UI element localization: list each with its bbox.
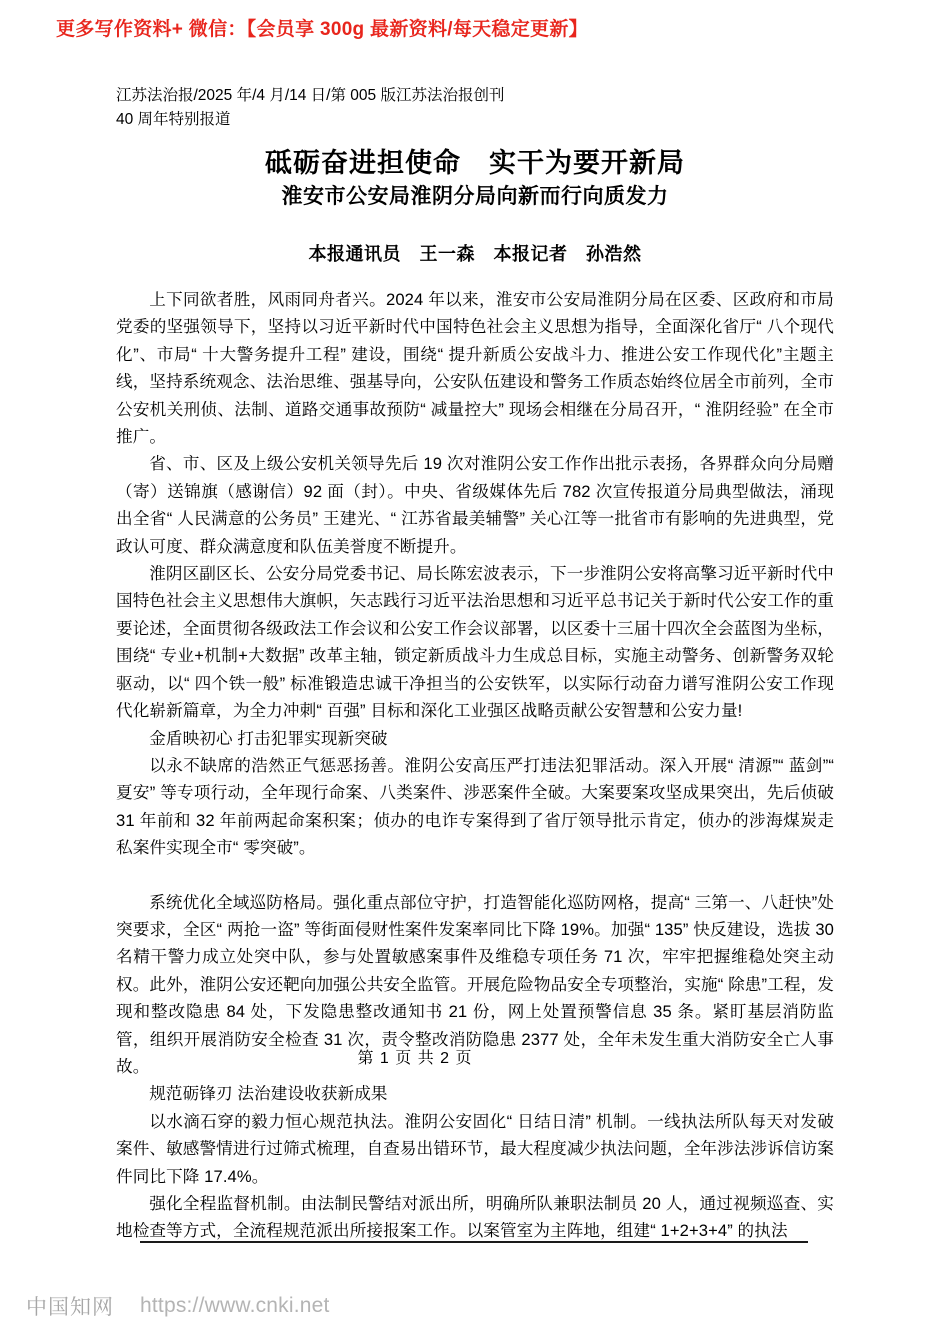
cnki-site-name: 中国知网 [26,1296,114,1319]
cnki-watermark [26,1291,330,1321]
page-subtitle: 淮安市公安局淮阴分局向新而行向质发力 [281,185,669,208]
footer-divider [140,1241,808,1243]
paragraph: 省、市、区及上级公安机关领导先后 19 次对淮阴公安工作作出批示表扬，各界群众向分局赠（寄）送锦旗（感谢信）92 面（封）。中央、省级媒体先后 782 次宣传报道分局典型做法，涌现出全省“ 人民满意的公务员” 王建光、“ 江苏省最美辅警” 关心江等一批省市有影响的先进典型，党政认可度、群众满意度和队伍美誉度不断提升。 [116,454,834,556]
byline: 本报通讯员 王一森 本报记者 孙浩然 [308,244,642,264]
promo-banner: 更多写作资料+ 微信：【会员享 300g 最新资料/每天稳定更新】 [56,19,588,40]
source-citation: 江苏法治报/2025 年/4 月/14 日/第 005 版江苏法治报创刊 40 周年特别报道 [116,87,505,128]
page-number: 第 1 页 共 2 页 [357,1050,473,1067]
article-body [116,286,834,1245]
paragraph: 以水滴石穿的毅力恒心规范执法。淮阴公安固化“ 日结日清” 机制。一线执法所队每天对发破案件、敏感警情进行过筛式梳理，自查易出错环节，最大程度减少执法问题，全年涉法涉诉信访案件同比下降 17.4%。 [116,1111,834,1186]
paragraph: 淮阴区副区长、公安分局党委书记、局长陈宏波表示，下一步淮阴公安将高擎习近平新时代中国特色社会主义思想伟大旗帜，矢志践行习近平法治思想和习近平总书记关于新时代公安工作的重要论述，全面贯彻各级政法工作会议和公安工作会议部署，以区委十三届十四次全会蓝图为坐标，围绕“ 专业+机制+大数据” 改革主轴，锁定新质战斗力生成总目标，实施主动警务、创新警务双轮驱动，以“ 四个铁一般” 标准锻造忠诚干净担当的公安铁军，以实际行动奋力谱写淮阴公安工作现代化崭新篇章，为全力冲刺“ 百强” 目标和深化工业强区战略贡献公安智慧和公安力量! [116,564,834,721]
section-heading: 规范砺锋刃 法治建设收获新成果 [149,1084,388,1104]
paragraph: 强化全程监督机制。由法制民警结对派出所，明确所队兼职法制员 20 人，通过视频巡查、实地检查等方式，全流程规范派出所接报案工作。以案管室为主阵地，组建“ 1+2+3+4” 的执法 [116,1194,834,1241]
paragraph: 以永不缺席的浩然正气惩恶扬善。淮阴公安高压严打违法犯罪活动。深入开展“ 清源”“ 蓝剑”“ 夏安” 等专项行动，全年现行命案、八类案件、涉恶案件全破。大案要案攻坚成果突出，先后侦破 31 年前和 32 年前两起命案积案；侦办的电诈专案得到了省厅领导批示肯定，侦办的涉海煤炭走私案件实现全市“ 零突破”。 [116,755,834,858]
paragraph: 系统优化全域巡防格局。强化重点部位守护，打造智能化巡防网格，提高“ 三第一、八赶快”处突要求，全区“ 两抢一盗” 等街面侵财性案件发案率同比下降 19%。加强“ 135” 快反建设，选拔 30 名精干警力成立处突中队，参与处置敏感案事件及维稳专项任务 71 次，牢牢把握维稳处突主动权。此外，淮阴公安还靶向加强公共安全监管。开展危险物品安全专项整治，实施“ 除患”工程，发现和整改隐患 84 处，下发隐患整改通知书 21 份，网上处置预警信息 35 条。紧盯基层消防监管，组织开展消防安全检查 31 次，责令整改消防隐患 2377 处，全年未发生重大消防安全亡人事故。 [116,892,834,1076]
section-heading: 金盾映初心 打击犯罪实现新突破 [149,728,388,748]
cnki-url[interactable]: https://www.cnki.net [140,1294,330,1317]
paragraph: 上下同欲者胜，风雨同舟者兴。2024 年以来，淮安市公安局淮阴分局在区委、区政府和市局党委的坚强领导下，坚持以习近平新时代中国特色社会主义思想为指导，全面深化省厅“ 八个现代化”、市局“ 十大警务提升工程” 建设，围绕“ 提升新质公安战斗力、推进公安工作现代化”主题主线，坚持系统观念、法治思维、强基导向，公安队伍建设和警务工作质态始终位居全市前列，全市公安机关刑侦、法制、道路交通事故预防“ 减量控大” 现场会相继在分局召开，“ 淮阴经验” 在全市推广。 [116,290,834,447]
document-page [116,84,834,1245]
page-title: 砥砺奋进担使命 实干为要开新局 [265,148,685,178]
